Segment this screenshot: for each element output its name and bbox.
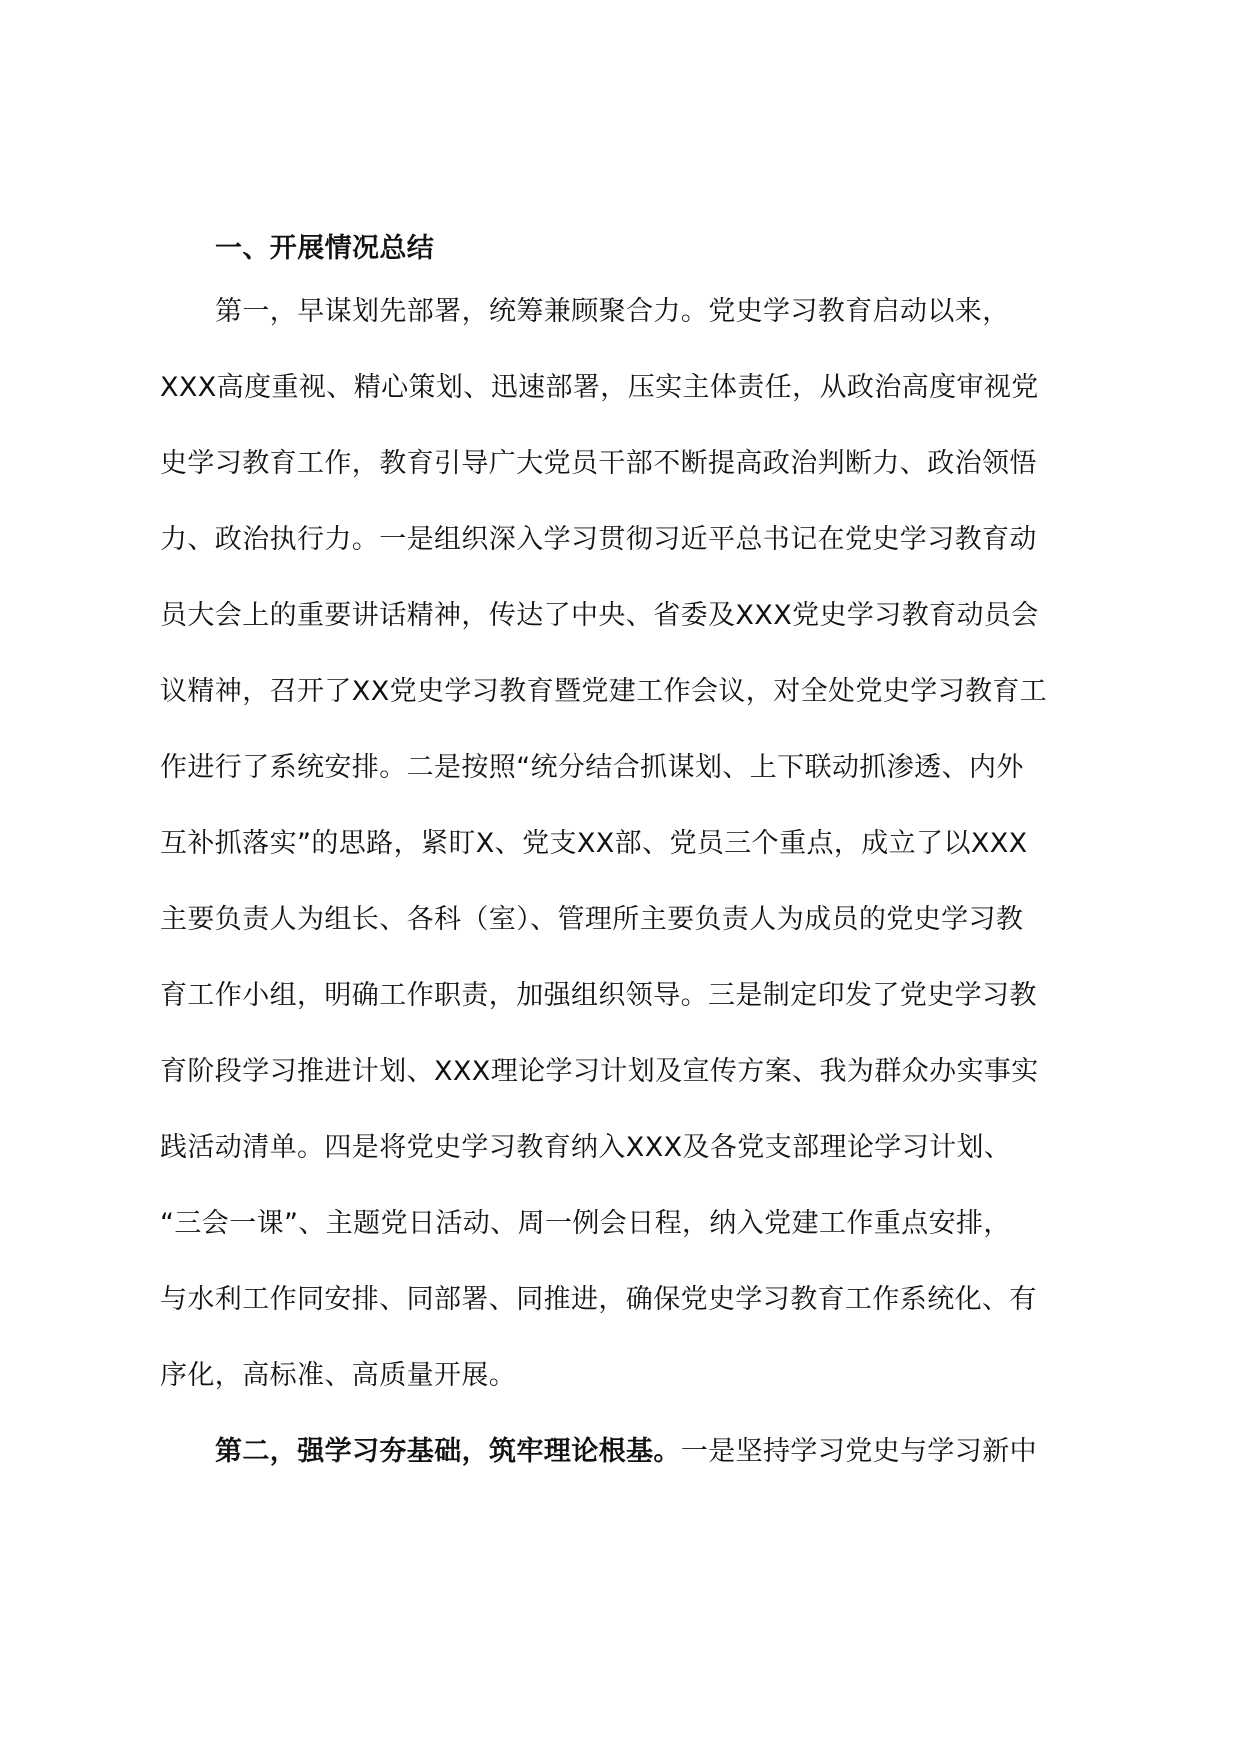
paragraph-line: 序化，高标准、高质量开展。 [160,1360,517,1391]
paragraph-2-line [215,1432,1037,1472]
paragraph-line: 互补抓落实”的思路，紧盯X、党支XX部、党员三个重点，成立了以XXX [160,828,1028,859]
paragraph-line: 主要负责人为组长、各科（室）、管理所主要负责人为成员的党史学习教 [160,904,1024,935]
paragraph-line: 员大会上的重要讲话精神，传达了中央、省委及XXX党史学习教育动员会 [160,600,1039,631]
paragraph-line: 作进行了系统安排。二是按照“统分结合抓谋划、上下联动抓渗透、内外 [160,752,1024,783]
paragraph-2-text: 一是坚持学习党史与学习新中 [680,1436,1038,1467]
paragraph-line: 育工作小组，明确工作职责，加强组织领导。三是制定印发了党史学习教 [160,980,1037,1011]
paragraph-line: 第一，早谋划先部署，统筹兼顾聚合力。党史学习教育启动以来， [215,296,1010,327]
paragraph-2-lead: 第二，强学习夯基础，筑牢理论根基。 [215,1436,681,1467]
paragraph-line: 力、政治执行力。一是组织深入学习贯彻习近平总书记在党史学习教育动 [160,524,1037,555]
paragraph-line: “三会一课”、主题党日活动、周一例会日程，纳入党建工作重点安排， [160,1208,1011,1239]
paragraph-line: XXX高度重视、精心策划、迅速部署，压实主体责任，从政治高度审视党 [160,372,1039,403]
paragraph-line: 议精神，召开了XX党史学习教育暨党建工作会议，对全处党史学习教育工 [160,676,1048,707]
paragraph-line: 与水利工作同安排、同部署、同推进，确保党史学习教育工作系统化、有 [160,1284,1037,1315]
paragraph-line: 践活动清单。四是将党史学习教育纳入XXX及各党支部理论学习计划、 [160,1132,1012,1163]
paragraph-line: 育阶段学习推进计划、XXX理论学习计划及宣传方案、我为群众办实事实 [160,1056,1039,1087]
section-heading: 一、开展情况总结 [215,233,435,264]
paragraph-line: 史学习教育工作，教育引导广大党员干部不断提高政治判断力、政治领悟 [160,448,1037,479]
